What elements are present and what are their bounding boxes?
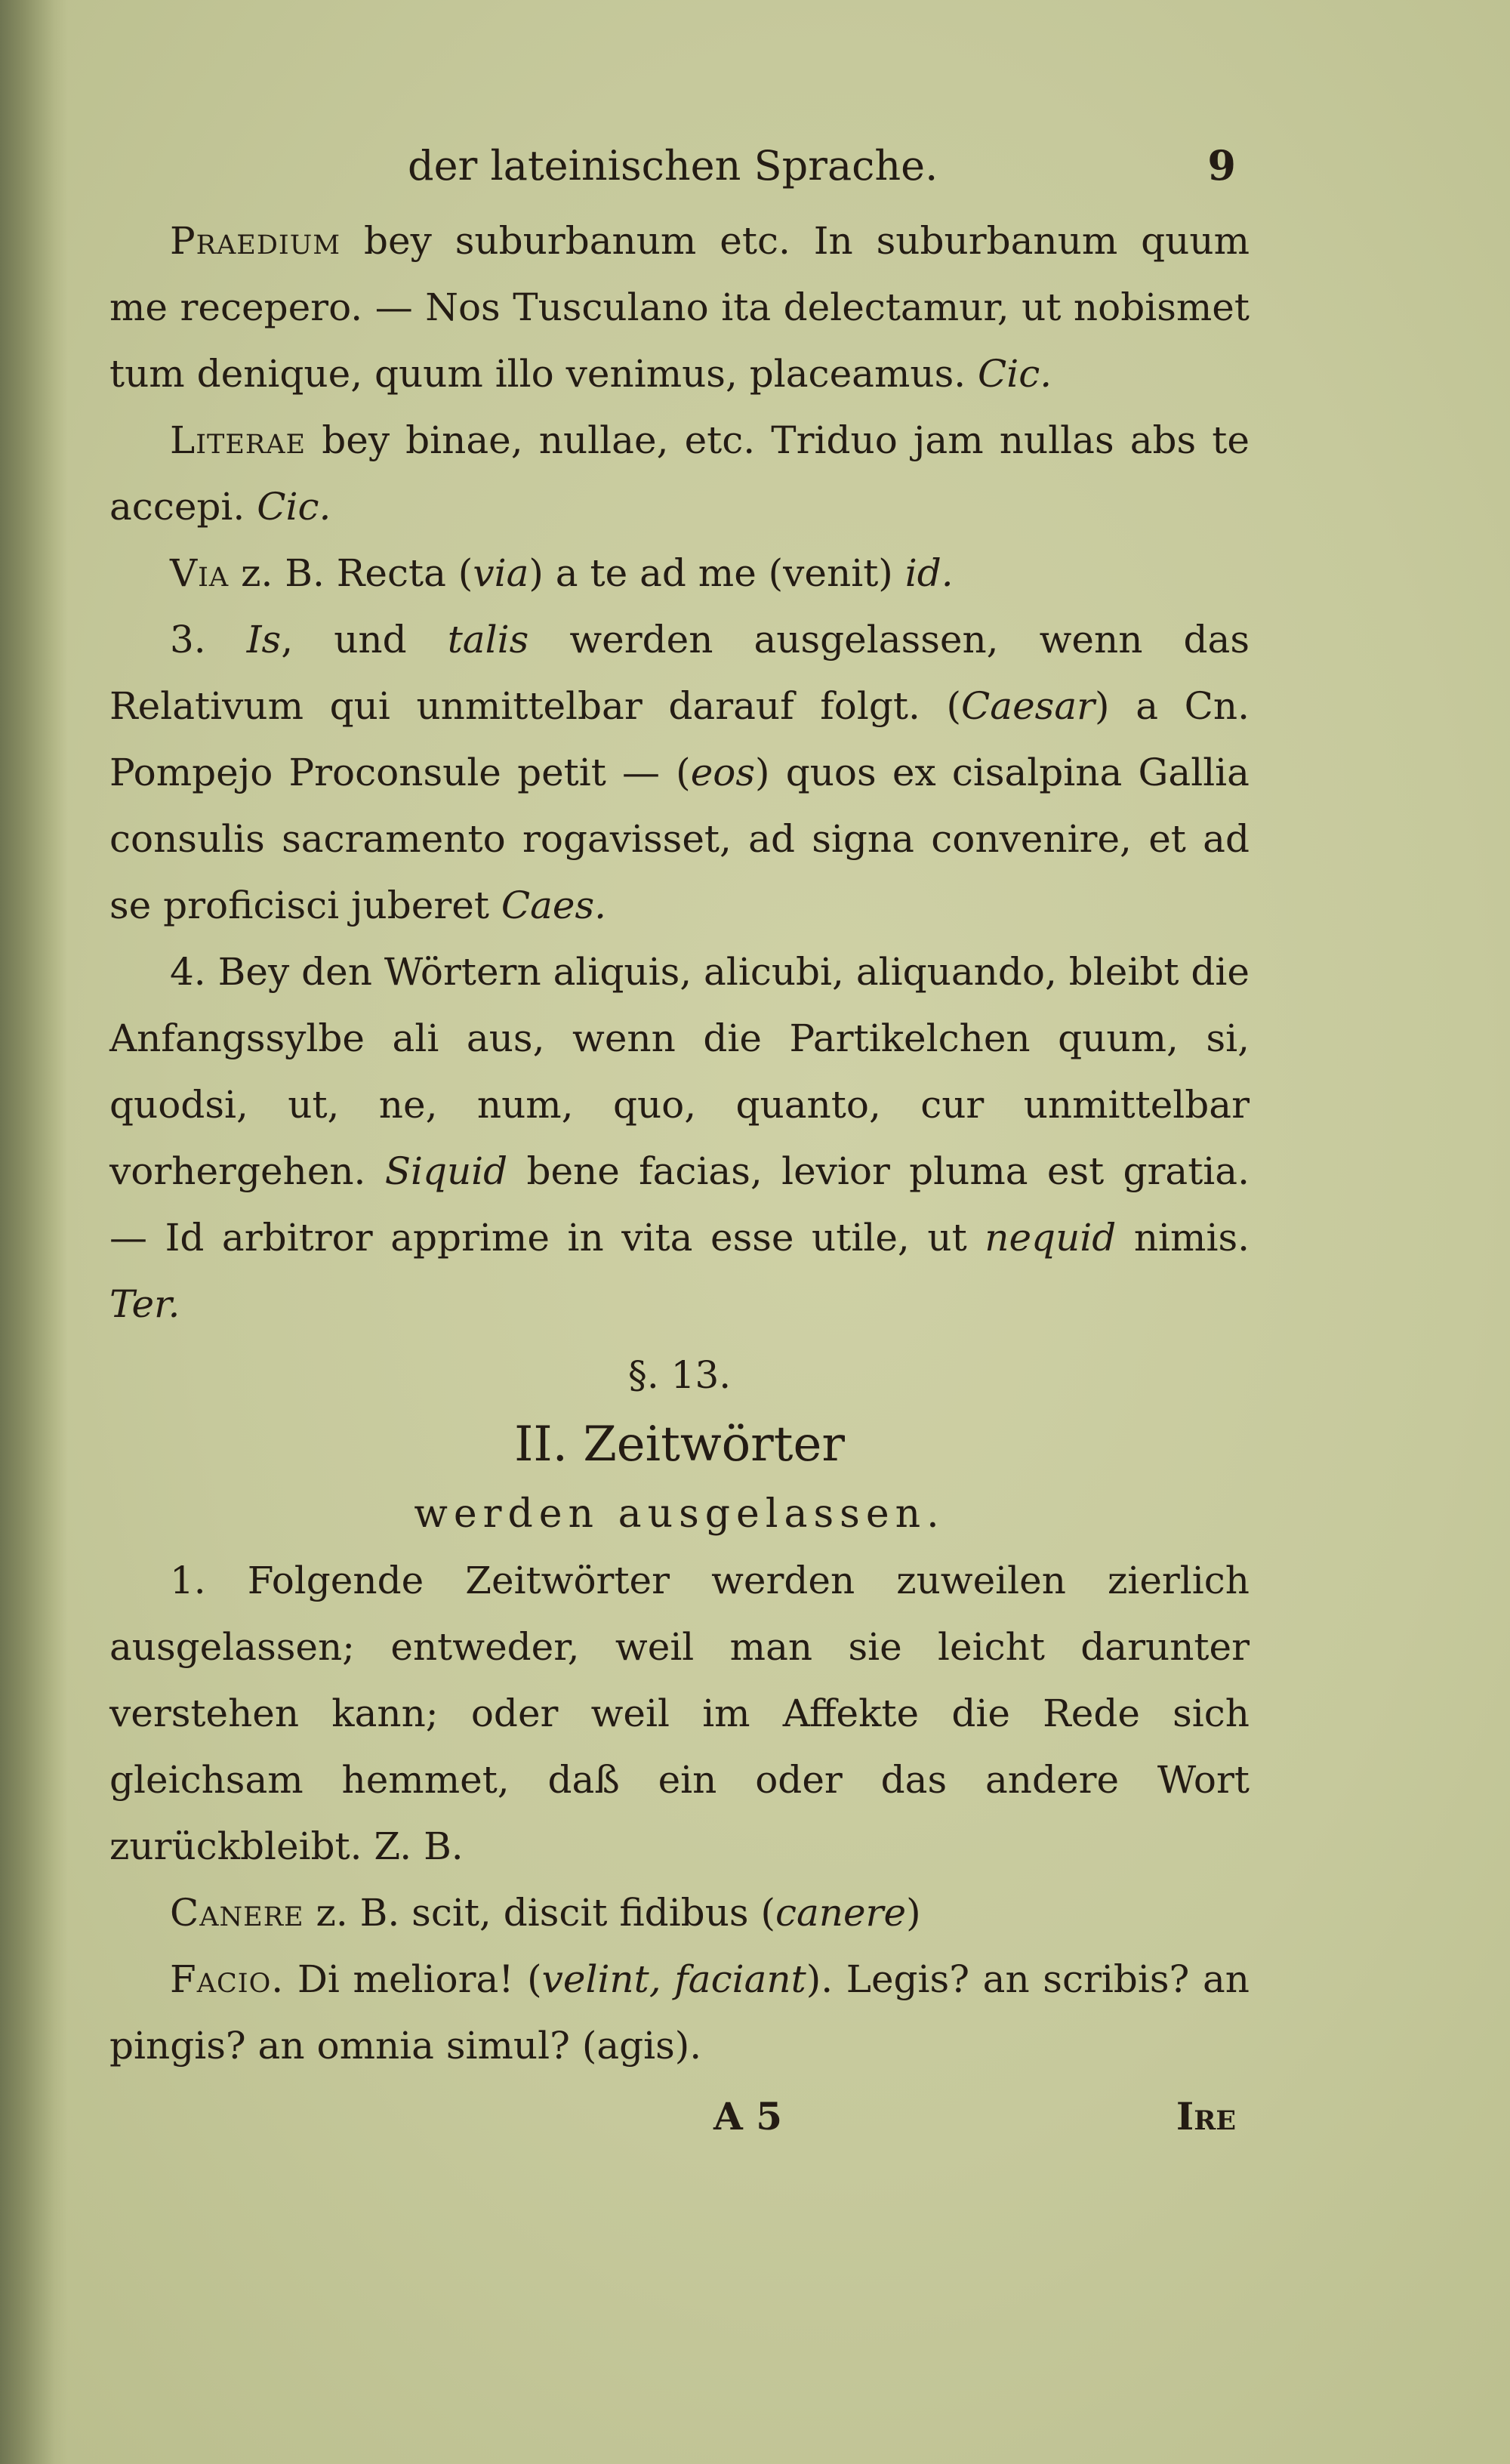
- italic-word: talis: [447, 618, 529, 661]
- page-number: 9: [1207, 141, 1236, 190]
- keyword: Praedium: [170, 219, 341, 263]
- paragraph-text: ) quos ex cisalpina Gallia consulis sacramento rogavisset, ad signa convenire, et ad se proficisci juberet: [109, 751, 1250, 927]
- paragraph-text: Di meliora! (: [284, 1957, 542, 2001]
- citation: Caes.: [501, 884, 607, 927]
- paragraph-text: z. B. scit, discit fidibus (: [304, 1891, 775, 1935]
- paragraph-literae: [109, 407, 1250, 540]
- keyword: Canere: [170, 1891, 304, 1935]
- section-number: §. 13.: [627, 1353, 732, 1397]
- citation: Ter.: [109, 1282, 180, 1326]
- signature-mark: A 5: [713, 2094, 782, 2139]
- keyword: Literae: [170, 418, 307, 462]
- page-gutter-shadow: [0, 0, 68, 2464]
- italic-word: Is: [246, 618, 282, 661]
- paragraph-facio: [109, 1946, 1250, 2079]
- paragraph-praedium: [109, 208, 1250, 407]
- italic-word: nequid: [985, 1216, 1117, 1260]
- italic-word: via: [473, 551, 529, 595]
- paragraph-text: nimis.: [1116, 1216, 1250, 1260]
- paragraph-text: bene facias, levior pluma est gratia. — Id arbitror apprime in vita esse utile, ut: [109, 1149, 1250, 1260]
- paragraph-verbs-rule-1: 1. Folgende Zeitwörter werden zuweilen zierlich ausgelassen; entweder, weil man sie leicht darunter verstehen kann; oder weil im Affekte die Rede sich gleichsam hemmet, daß ein oder das andere Wort zurückbleibt. Z. B.: [109, 1559, 1250, 1868]
- italic-word: Caesar: [961, 684, 1096, 728]
- paragraph-via: [109, 540, 1250, 606]
- paragraph-rule-3: [109, 606, 1250, 939]
- keyword: Facio.: [170, 1957, 285, 2001]
- section-subheading: werden ausgelassen.: [414, 1491, 945, 1537]
- italic-word: eos: [690, 751, 756, 794]
- running-header: [109, 132, 1250, 208]
- section-heading: II. Zeitwörter: [514, 1417, 845, 1473]
- paragraph-text: 4. Bey den Wörtern aliquis, alicubi, aliquando, bleibt die Anfangssylbe ali aus, wenn die Partikelchen quum, si, quodsi, ut, ne, num, quo, quanto, cur unmittelbar vorhergehen.: [109, 950, 1250, 1193]
- paragraph-text: , und: [281, 618, 448, 661]
- page-footer: [109, 2083, 1250, 2159]
- rule-number: 3.: [170, 618, 247, 661]
- citation: Cic.: [257, 485, 331, 529]
- paragraph-text: z. B. Recta (: [229, 551, 473, 595]
- paragraph-text: ): [906, 1891, 921, 1935]
- paragraph-text: werden ausgelassen, wenn das Relativum qui unmittelbar darauf folgt. (: [109, 618, 1250, 728]
- keyword: Via: [170, 551, 230, 595]
- paragraph-text: bey binae, nullae, etc. Triduo jam nullas abs te accepi.: [109, 418, 1250, 529]
- paragraph-rule-4: [109, 939, 1250, 1337]
- paragraph-text: ) a Cn. Pompejo Proconsule petit — (: [109, 684, 1250, 794]
- citation: id.: [904, 551, 954, 595]
- paragraph-canere: [109, 1880, 1250, 1946]
- italic-word: Siquid: [384, 1149, 508, 1193]
- paragraph-text: ) a te ad me (venit): [528, 551, 905, 595]
- page-text: [109, 132, 1250, 2159]
- citation: Cic.: [978, 352, 1052, 396]
- paragraph-text: bey suburbanum etc. In suburbanum quum me recepero. — Nos Tusculano ita delectamur, ut nobismet tum denique, quum illo venimus, placeamus.: [109, 219, 1250, 396]
- running-title: der lateinischen Sprache.: [408, 142, 938, 190]
- catchword: Ire: [1176, 2094, 1236, 2139]
- italic-word: canere: [775, 1891, 907, 1935]
- paragraph-text: ). Legis? an scribis? an pingis? an omnia simul? (agis).: [109, 1957, 1250, 2068]
- italic-word: velint, faciant: [541, 1957, 806, 2001]
